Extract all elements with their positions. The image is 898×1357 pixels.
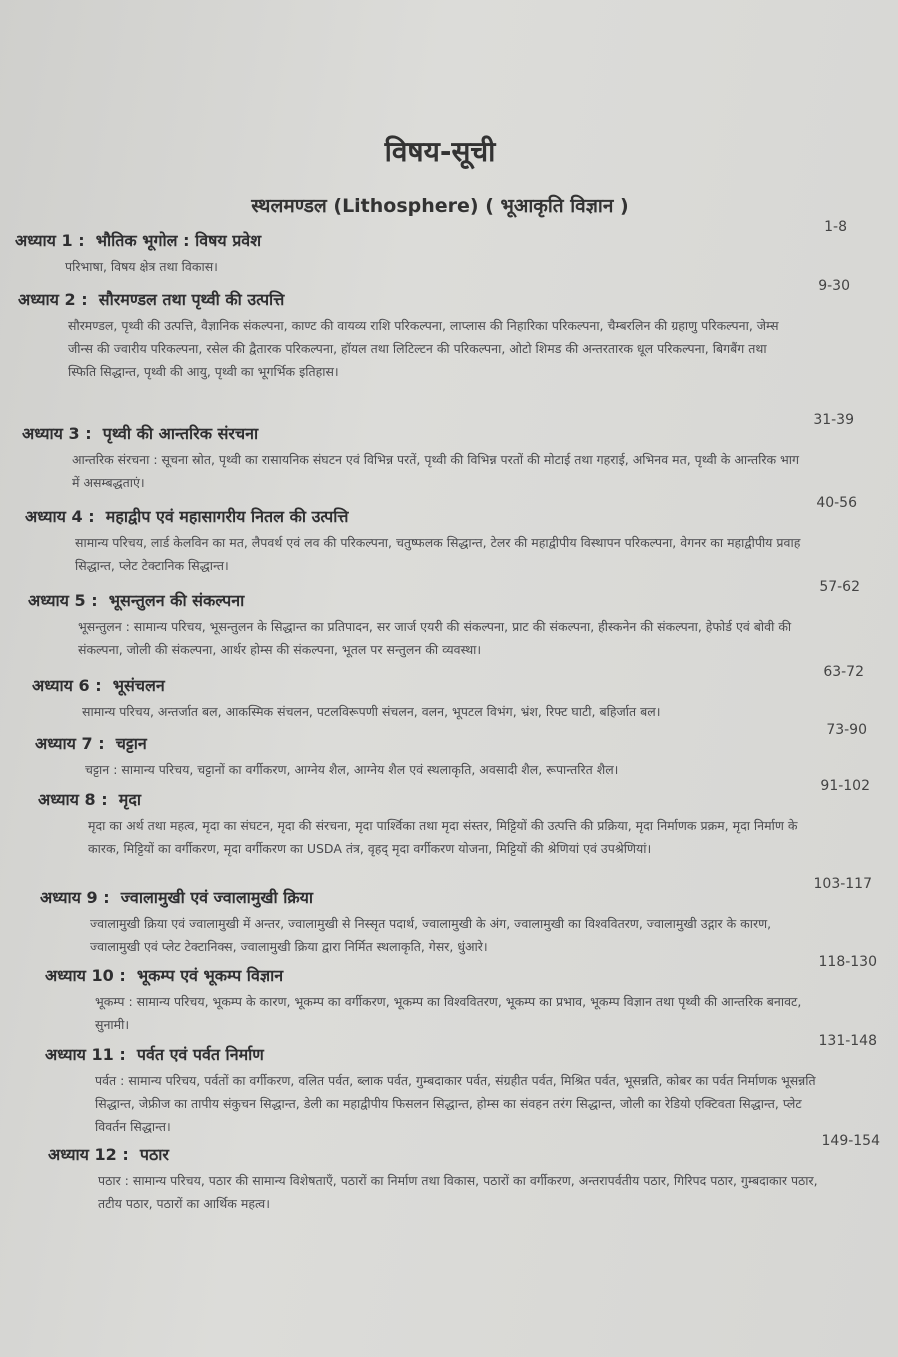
chapter-title: पठार — [139, 1145, 169, 1164]
chapter-topics: पठार : सामान्य परिचय, पठार की सामान्य विशेषताएँ, पठारों का निर्माण तथा विकास, पठारों का वर्गीकरण, अन्तरापर्वतीय पठार, गिरिपद पठार, गुम्बदाकार पठार, तटीय पठार, पठारों का आर्थिक महत्व। — [98, 1173, 818, 1211]
chapter-title: भूकम्प एवं भूकम्प विज्ञान — [136, 966, 284, 985]
chapter-title: भूसन्तुलन की संकल्पना — [108, 591, 245, 610]
page-title: विषय-सूची — [384, 135, 496, 168]
page-range: 57-62 — [819, 579, 860, 595]
chapter-heading — [45, 1043, 825, 1065]
chapter-topics: चट्टान : सामान्य परिचय, चट्टानों का वर्गीकरण, आग्नेय शैल, आग्नेय शैल एवं स्थलाकृति, अवसादी शैल, रूपान्तरित शैल। — [85, 762, 619, 777]
chapter-entry — [40, 876, 872, 958]
chapter-title: पृथ्वी की आन्तरिक संरचना — [102, 424, 259, 443]
chapter-title: महाद्वीप एवं महासागरीय नितल की उत्पत्ति — [105, 507, 349, 526]
chapter-entry — [45, 954, 877, 1036]
chapter-entry — [15, 219, 847, 278]
page-range: 40-56 — [816, 495, 857, 511]
page-range: 1-8 — [824, 219, 847, 235]
chapter-heading — [32, 674, 812, 696]
section-subtitle: स्थलमण्डल (Lithosphere) ( भूआकृति विज्ञान ) — [251, 195, 629, 217]
chapter-topics: पर्वत : सामान्य परिचय, पर्वतों का वर्गीकरण, वलित पर्वत, ब्लाक पर्वत, गुम्बदाकार पर्वत, संग्रहीत पर्वत, मिश्रित पर्वत, भूसन्नति, कोबर का पर्वत निर्माणक भूसन्नति सिद्धान्त, जेफ्रीज का तापीय संकुचन सिद्धान्त, डेली का महाद्वीपीय फिसलन सिद्धान्त, होम्स का संवहन तरंग सिद्धान्त, जोली का रेडियो एक्टिवता सिद्धान्त, प्लेट विवर्तन सिद्धान्त। — [95, 1073, 816, 1134]
chapter-topics: सौरमण्डल, पृथ्वी की उत्पत्ति, वैज्ञानिक संकल्पना, काण्ट की वायव्य राशि परिकल्पना, लाप्लास की निहारिका परिकल्पना, चैम्बरलिन की ग्रहाणु परिकल्पना, जेम्स जीन्स की ज्वारीय परिकल्पना, रसेल की द्वैतारक परिकल्पना, हॉयल तथा लिटिल्टन की परिकल्पना, ओटो शिमड की अन्तरतारक धूल परिकल्पना, बिगबैंग तथा स्फिति सिद्धान्त, पृथ्वी की आयु, पृथ्वी का भूगर्भिक इतिहास। — [68, 318, 779, 379]
chapter-heading — [48, 1143, 828, 1165]
chapter-title: ज्वालामुखी एवं ज्वालामुखी क्रिया — [120, 888, 314, 907]
page-range: 73-90 — [826, 722, 867, 738]
chapter-title: पर्वत एवं पर्वत निर्माण — [136, 1045, 264, 1064]
chapter-entry — [48, 1133, 880, 1215]
chapter-number: अध्याय 8 : — [38, 790, 108, 809]
page-range: 9-30 — [818, 278, 850, 294]
chapter-title: सौरमण्डल तथा पृथ्वी की उत्पत्ति — [98, 290, 285, 309]
chapter-topics: भूसन्तुलन : सामान्य परिचय, भूसन्तुलन के सिद्धान्त का प्रतिपादन, सर जार्ज एयरी की संकल्पना, प्राट की संकल्पना, हीस्कनेन की संकल्पना, हेफोर्ड एवं बोवी की संकल्पना, जोली की संकल्पना, आर्थर होम्स की संकल्पना, भूतल पर सन्तुलन की व्यवस्था। — [78, 619, 792, 657]
page-range: 103-117 — [813, 876, 872, 892]
chapter-number: अध्याय 5 : — [28, 591, 98, 610]
page-range: 149-154 — [821, 1133, 880, 1149]
chapter-topics: मृदा का अर्थ तथा महत्व, मृदा का संघटन, मृदा की संरचना, मृदा पार्श्विका तथा मृदा संस्तर, मिट्टियों की उत्पत्ति की प्रक्रिया, मृदा निर्माणक प्रक्रम, मृदा निर्माण के कारक, मिट्टियों का वर्गीकरण, मृदा वर्गीकरण का USDA तंत्र, वृहद् मृदा वर्गीकरण योजना, मिट्टियों की श्रेणियां एवं उपश्रेणियां। — [88, 818, 798, 856]
chapter-topics: आन्तरिक संरचना : सूचना स्रोत, पृथ्वी का रासायनिक संघटन एवं विभिन्न परतें, पृथ्वी की विभिन्न परतों की मोटाई तथा गहराई, अभिनव मत, पृथ्वी के आन्तरिक भाग में असम्बद्धताएं। — [72, 452, 800, 490]
chapter-heading — [35, 732, 815, 754]
page-range: 118-130 — [818, 954, 877, 970]
chapter-topics: भूकम्प : सामान्य परिचय, भूकम्प के कारण, भूकम्प का वर्गीकरण, भूकम्प का विश्ववितरण, भूकम्प का प्रभाव, भूकम्प विज्ञान तथा पृथ्वी की आन्तरिक बनावट, सुनामी। — [95, 994, 802, 1032]
chapter-title: मृदा — [118, 790, 141, 809]
chapter-topics: ज्वालामुखी क्रिया एवं ज्वालामुखी में अन्तर, ज्वालामुखी से निस्सृत पदार्थ, ज्वालामुखी के अंग, ज्वालामुखी का विश्ववितरण, ज्वालामुखी उद्गार के कारण, ज्वालामुखी एवं प्लेट टेक्टानिक्स, ज्वालामुखी क्रिया द्वारा निर्मित स्थलाकृति, गेसर, धुंआरे। — [90, 916, 772, 954]
chapter-heading — [25, 505, 805, 527]
page-range: 63-72 — [823, 664, 864, 680]
chapter-title: चट्टान — [115, 734, 147, 753]
chapter-heading — [28, 589, 808, 611]
chapter-heading — [15, 229, 795, 251]
chapter-number: अध्याय 9 : — [40, 888, 110, 907]
chapter-topics: सामान्य परिचय, लार्ड केलविन का मत, लैपवर्थ एवं लव की परिकल्पना, चतुष्फलक सिद्धान्त, टेलर की महाद्वीपीय विस्थापन परिकल्पना, वेगनर का महाद्वीपीय प्रवाह सिद्धान्त, प्लेट टेक्टानिक सिद्धान्त। — [75, 535, 801, 573]
chapter-number: अध्याय 7 : — [35, 734, 105, 753]
chapter-title: भूसंचलन — [112, 676, 165, 695]
chapter-number: अध्याय 10 : — [45, 966, 126, 985]
page-range: 31-39 — [813, 412, 854, 428]
chapter-entry — [22, 412, 854, 494]
chapter-entry — [45, 1033, 877, 1138]
chapter-entry — [32, 664, 864, 723]
chapter-topics: सामान्य परिचय, अन्तर्जात बल, आकस्मिक संचलन, पटलविरूपणी संचलन, वलन, भूपटल विभंग, भ्रंश, रिफ्ट घाटी, बहिर्जात बल। — [82, 704, 661, 719]
chapter-heading — [45, 964, 825, 986]
chapter-topics: परिभाषा, विषय क्षेत्र तथा विकास। — [65, 259, 218, 274]
chapter-number: अध्याय 4 : — [25, 507, 95, 526]
chapter-number: अध्याय 2 : — [18, 290, 88, 309]
page-range: 91-102 — [820, 778, 870, 794]
chapter-entry — [38, 778, 870, 860]
chapter-number: अध्याय 3 : — [22, 424, 92, 443]
chapter-entry — [35, 722, 867, 781]
chapter-heading — [22, 422, 802, 444]
chapter-number: अध्याय 12 : — [48, 1145, 129, 1164]
chapter-number: अध्याय 6 : — [32, 676, 102, 695]
chapter-title: भौतिक भूगोल : विषय प्रवेश — [95, 231, 262, 250]
chapter-number: अध्याय 11 : — [45, 1045, 126, 1064]
chapter-heading — [18, 288, 798, 310]
page-range: 131-148 — [818, 1033, 877, 1049]
chapter-entry — [28, 579, 860, 661]
chapter-entry — [18, 278, 850, 383]
chapter-entry — [25, 495, 857, 577]
chapter-number: अध्याय 1 : — [15, 231, 85, 250]
chapter-heading — [40, 886, 820, 908]
chapter-heading — [38, 788, 818, 810]
